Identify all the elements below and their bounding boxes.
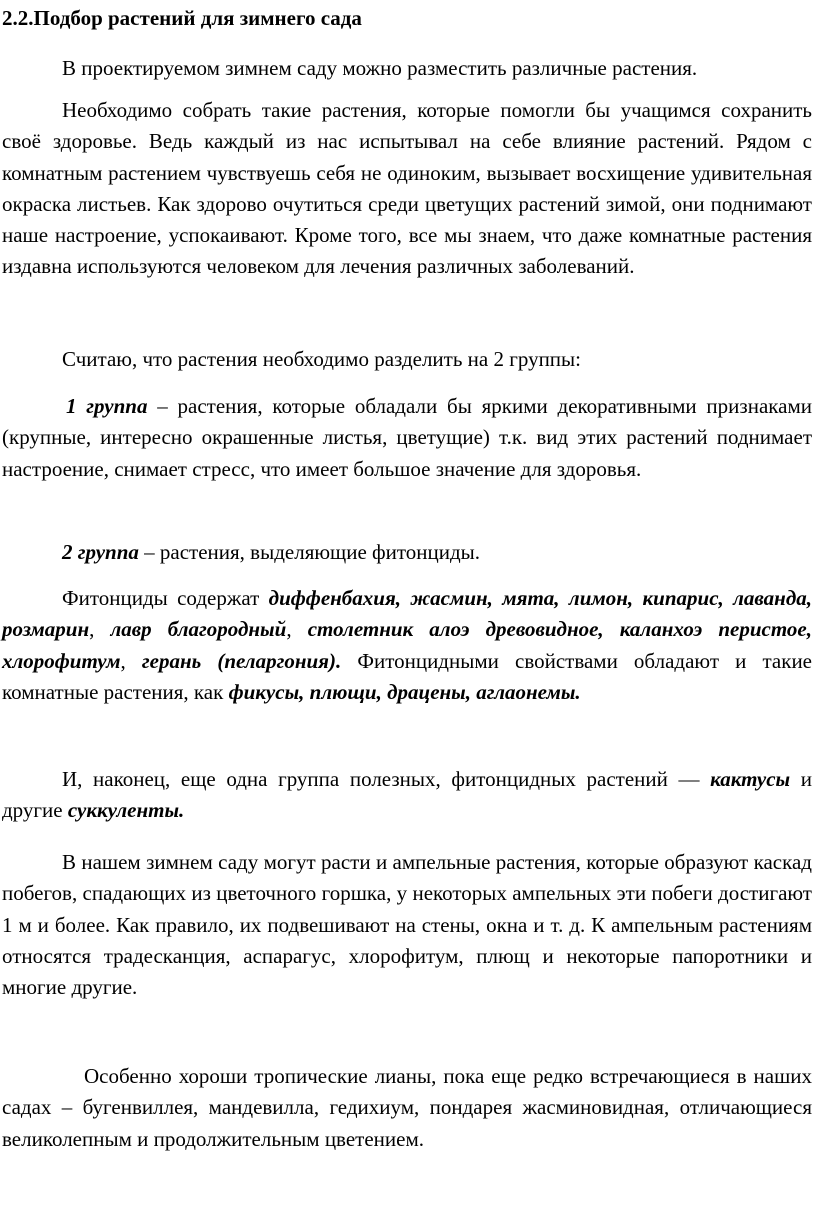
paragraph-group-1 xyxy=(2,391,812,485)
paragraph-ampel-plants: В нашем зимнем саду могут расти и ампельные растения, которые образуют каскад побегов, спадающих из цветочного горшка, у некоторых ампельных эти побеги достигают 1 м и более. Как правило, их подвешивают на стены, окна и т. д. К ампельным растениям относятся традесканция, аспарагус, хлорофитум, плющ и некоторые папоротники и многие другие. xyxy=(2,850,812,1000)
text-run: и другие xyxy=(2,767,812,823)
paragraph-intro: В проектируемом зимнем саду можно разместить различные растения. xyxy=(62,56,698,80)
group-1-label: 1 группа xyxy=(66,394,148,418)
plant-names: суккуленты. xyxy=(67,798,185,823)
paragraph-groups: Считаю, что растения необходимо разделить на 2 группы: xyxy=(62,347,581,371)
paragraph-lianas: Особенно хороши тропические лианы, пока еще редко встречающиеся в наших садах – бугенвиллея, мандевилла, гедихиум, пондарея жасминовидная, отличающиеся великолепным и продолжительным цветением. xyxy=(2,1064,812,1151)
paragraph-succulents xyxy=(2,764,812,827)
text-run: Фитонциды содержат xyxy=(62,586,269,610)
plant-names: столетник алоэ древовидное, каланхоэ перистое, хлорофитум xyxy=(2,617,813,673)
group-2-text: – растения, выделяющие фитонциды. xyxy=(138,540,481,564)
plant-names: герань (пеларгония). xyxy=(141,648,342,673)
paragraph-health: Необходимо собрать такие растения, которые помогли бы учащимся сохранить своё здоровье. Ведь каждый из нас испытывал на себе влияние растений. Рядом с комнатным растением чувствуешь себя не одиноким, вызывает восхищение удивительная окраска листьев. Как здорово очутиться среди цветущих растений зимой, они поднимают наше настроение, успокаивают. Кроме того, все мы знаем, что даже комнатные растения издавна используются человеком для лечения различных заболеваний. xyxy=(2,98,812,279)
text-run: , xyxy=(120,648,142,673)
text-run: Фитонцидными свойствами обладают и такие комнатные растения, как xyxy=(2,648,813,704)
paragraph-phytoncides xyxy=(2,583,812,708)
text-run: , xyxy=(89,617,111,642)
text-run: И, наконец, еще одна группа полезных, фитонцидных растений — xyxy=(62,767,711,791)
group-2-label: 2 группа xyxy=(62,540,139,564)
plant-names: лавр благородный xyxy=(110,617,287,642)
plant-names: фикусы, плющи, драцены, аглаонемы. xyxy=(228,679,581,704)
plant-names: диффенбахия, жасмин, мята, лимон, кипарис, лаванда, розмарин xyxy=(2,586,812,642)
paragraph-group-2 xyxy=(2,537,812,568)
group-1-text: – растения, которые обладали бы яркими декоративными признаками (крупные, интересно окрашенные листья, цветущие) т.к. вид этих растений поднимает настроение, снимает стресс, что имеет большое значение для здоровья. xyxy=(2,394,812,481)
text-run: , xyxy=(286,617,308,642)
section-heading: 2.2.Подбор растений для зимнего сада xyxy=(2,6,362,30)
plant-names: кактусы xyxy=(710,767,791,791)
